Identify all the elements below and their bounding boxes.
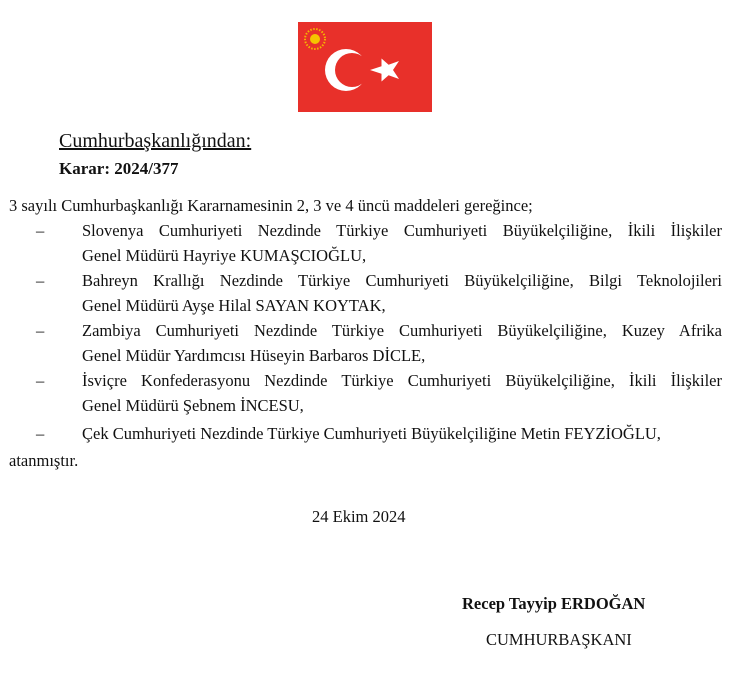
item-line: İsviçre Konfederasyonu Nezdinde Türkiye Cumhuriyeti Büyükelçiliğine, İkili İlişkiler	[82, 371, 722, 390]
item-line: Genel Müdür Yardımcısı Hüseyin Barbaros DİCLE,	[82, 346, 426, 365]
list-dash: –	[36, 424, 45, 443]
list-dash: –	[36, 271, 45, 290]
list-dash: –	[36, 321, 45, 340]
list-dash: –	[36, 221, 45, 240]
item-line: Çek Cumhuriyeti Nezdinde Türkiye Cumhuriyeti Büyükelçiliğine Metin FEYZİOĞLU,	[82, 424, 661, 443]
issuer-heading: Cumhurbaşkanlığından:	[59, 130, 252, 152]
presidential-flag-icon	[298, 22, 432, 112]
list-dash: –	[36, 371, 45, 390]
decree-date: 24 Ekim 2024	[312, 507, 406, 526]
item-line: Zambiya Cumhuriyeti Nezdinde Türkiye Cumhuriyeti Büyükelçiliğine, Kuzey Afrika	[82, 321, 722, 340]
item-line: atanmıştır.	[9, 451, 79, 470]
item-line: Genel Müdürü Ayşe Hilal SAYAN KOYTAK,	[82, 296, 386, 315]
item-line: Genel Müdürü Şebnem İNCESU,	[82, 396, 304, 415]
item-line: Genel Müdürü Hayriye KUMAŞCIOĞLU,	[82, 246, 367, 265]
intro-text: 3 sayılı Cumhurbaşkanlığı Kararnamesinin 2, 3 ve 4 üncü maddeleri gereğince;	[9, 196, 533, 215]
decision-number: Karar: 2024/377	[59, 159, 179, 178]
signatory-name: Recep Tayyip ERDOĞAN	[462, 594, 646, 613]
signatory-title: CUMHURBAŞKANI	[486, 630, 632, 649]
item-line: Slovenya Cumhuriyeti Nezdinde Türkiye Cumhuriyeti Büyükelçiliğine, İkili İlişkiler	[82, 221, 722, 240]
item-line: Bahreyn Krallığı Nezdinde Türkiye Cumhuriyeti Büyükelçiliğine, Bilgi Teknolojileri	[82, 271, 722, 290]
